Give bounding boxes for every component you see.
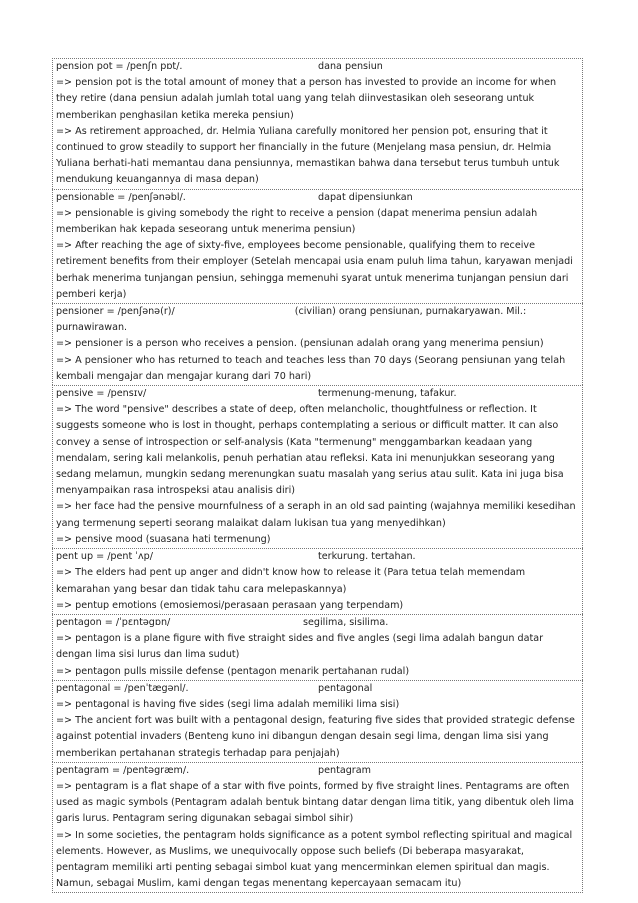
entry-example: => As retirement approached, dr. Helmia Yuliana carefully monitored her pension pot, ensuring that it continued to grow steadily to support her financially in the future (Menjelang masa pensiun, dr. Helmia Yuliana berhati-hati memantau dana pensiunnya, memastikan bahwa dana tersebut terus tumbuh untuk mendukung keuangannya di masa depan) [56, 125, 560, 186]
entry-head [56, 59, 579, 75]
entry-example: => pentup emotions (emosiemosi/perasaan perasaan yang terpendam) [56, 599, 404, 611]
entry-example: => After reaching the age of sixty-five, employees become pensionable, qualifying them to receive retirement benefits from their employer (Setelah mencapai usia enam puluh lima tahun, karyawan menjadi berhak menerima tunjangan pensiun, sehingga memenuhi syarat untuk menerima tunjangan pensiun dari pemberi kerja) [56, 240, 573, 300]
entry-example: => A pensioner who has returned to teach and teaches less than 70 days (Seorang pensiunan yang telah kembali mengajar dan mengajar kurang dari 70 hari) [56, 354, 566, 382]
entry-translation: segilima, sisilima. [303, 616, 389, 628]
entry-pentagram [52, 762, 583, 894]
entry-example: => In some societies, the pentagram holds significance as a potent symbol reflecting spiritual and magical elements. However, as Muslims, we unequivocally oppose such beliefs (Di beberapa masyarakat, pentagram memiliki arti penting sebagai simbol kuat yang mencerminkan elemen spiritual dan magis. Namun, sebagai Muslim, kami dengan tegas menentang kepercayaan semacam itu) [56, 829, 573, 890]
entry-pent-up [52, 548, 583, 614]
entry-example: => The ancient fort was built with a pentagonal design, featuring five sides that provided strategic defense against potential invaders (Benteng kuno ini dibangun dengan desain segi lima, dengan lima sisi yang memberikan pertahanan strategis terhadap para penjajah) [56, 715, 575, 759]
entry-word: pensionable = /penʃənəbl/. [56, 191, 186, 203]
entry-translation: (civilian) orang pensiunan, purnakaryawan. Mil.: purnawirawan. [56, 306, 527, 334]
entry-head [56, 304, 579, 336]
entry-definition: => pensionable is giving somebody the right to receive a pension (dapat menerima pensiun adalah memberikan hak kepada seseorang untuk menerima pensiun) [56, 207, 538, 236]
entry-translation: pentagram [318, 764, 371, 776]
entry-example: => her face had the pensive mournfulness of a seraph in an old sad painting (wajahnya memiliki kesedihan yang termenung seperti seorang malaikat dalam lukisan tua yang menyedihkan) [56, 501, 576, 529]
entry-pensioner [52, 303, 583, 385]
entry-translation: dapat dipensiunkan [318, 191, 413, 203]
entry-word: pension pot = /penʃn pɒt/. [56, 61, 183, 72]
entry-word: pentagon = /ˈpɛntəgɒn/ [56, 616, 171, 628]
entry-head [56, 386, 579, 402]
entry-pentagonal [52, 680, 583, 762]
entry-word: pensioner = /penʃənə(r)/ [56, 306, 175, 318]
entry-definition: => pension pot is the total amount of money that a person has invested to provide an income for when they retire (dana pensiun adalah jumlah total uang yang telah diinvestasikan oleh seseorang untuk memberikan penghasilan ketika mereka pensiun) [56, 77, 557, 121]
entry-example: => pensive mood (suasana hati termenung) [56, 533, 271, 545]
entry-translation: termenung-menung, tafakur. [318, 388, 457, 400]
entry-definition: => The word "pensive" describes a state of deep, often melancholic, thoughtfulness or reflection. It suggests someone who is lost in thought, perhaps contemplating a serious or difficult matter. It can also convey a sense of introspection or self-analysis (Kata "termenung" menggambarkan keadaan yang mendalam, sering kali melankolis, penuh perhatian atau refleksi. Kata ini menunjukkan seseorang yang sedang melamun, mungkin sedang merenungkan suatu masalah yang serius atau sulit. Kata ini juga bisa menyampaikan rasa introspeksi atau analisis diri) [56, 404, 564, 497]
entry-pensive [52, 385, 583, 548]
entry-head [56, 681, 579, 697]
entry-head [56, 549, 579, 565]
entry-definition: => pentagram is a flat shape of a star with five points, formed by five straight lines. Pentagrams are often used as magic symbols (Pentagram adalah bentuk bintang datar dengan lima titik, yang dibentuk oleh lima garis lurus. Pentagram sering digunakan sebagai simbol sihir) [56, 780, 574, 825]
entry-definition: => pentagonal is having five sides (segi lima adalah memiliki lima sisi) [56, 698, 400, 710]
entry-translation: dana pensiun [318, 61, 383, 72]
entry-head [56, 190, 579, 206]
entry-word: pensive = /pensɪv/ [56, 388, 147, 400]
entry-definition: => pensioner is a person who receives a pension. (pensiunan adalah orang yang menerima pensiun) [56, 338, 544, 350]
entry-translation: pentagonal [318, 682, 373, 694]
entry-pentagon [52, 614, 583, 680]
entry-word: pentagonal = /penˈtægənl/. [56, 682, 189, 694]
entry-example: => The elders had pent up anger and didn't know how to release it (Para tetua telah memendam kemarahan yang besar dan tidak tahu cara melepaskannya) [56, 567, 526, 595]
entry-translation: terkurung. tertahan. [318, 551, 416, 563]
entry-example: => pentagon pulls missile defense (pentagon menarik pertahanan rudal) [56, 665, 410, 677]
entry-pensionable [52, 189, 583, 303]
entry-word: pentagram = /pentəgræm/. [56, 764, 190, 776]
entry-word: pent up = /pent ˈʌp/ [56, 551, 153, 563]
entry-head [56, 615, 579, 631]
dictionary-table [52, 58, 583, 893]
entry-head [56, 763, 579, 779]
entry-definition: => pentagon is a plane figure with five straight sides and five angles (segi lima adalah bangun datar dengan lima sisi lurus dan lima sudut) [56, 633, 544, 661]
entry-pension-pot [52, 58, 583, 189]
